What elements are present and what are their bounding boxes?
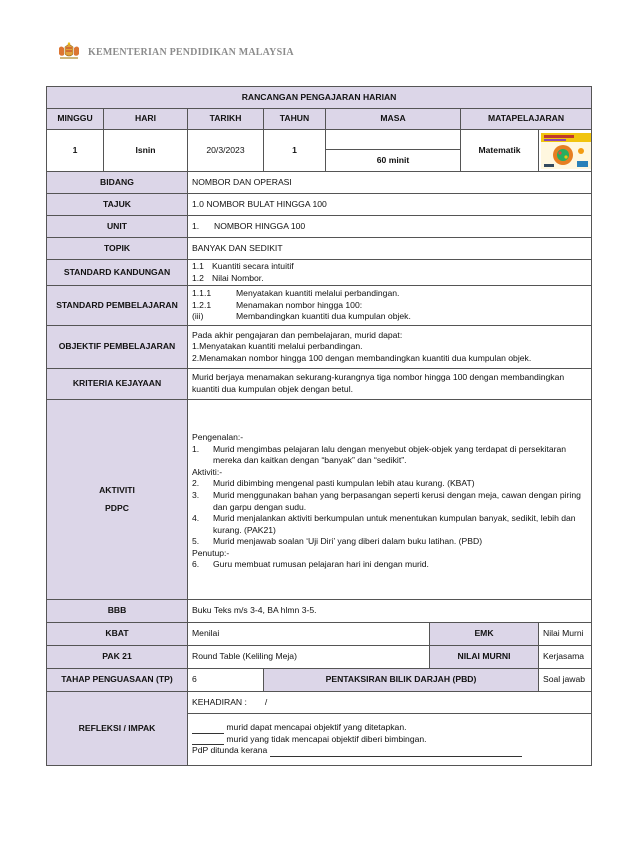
- tp-value: 6: [188, 669, 264, 692]
- matapelajaran-value: Matematik: [461, 130, 539, 172]
- unit-number: 1.: [192, 220, 200, 231]
- tarikh-value: 20/3/2023: [188, 130, 264, 172]
- sp-item-number: 1.1.1: [192, 288, 212, 299]
- col-hari: HARI: [104, 109, 188, 130]
- kehadiran-label: KEHADIRAN :: [192, 696, 247, 707]
- textbook-cover: [539, 130, 592, 172]
- pbd-label: PENTAKSIRAN BILIK DARJAH (PBD): [264, 669, 539, 692]
- aktiviti-cell: [188, 400, 592, 600]
- kbat-value: Menilai: [188, 623, 430, 646]
- nilai-murni-value: Kerjasama: [539, 646, 592, 669]
- step-number: 2.: [192, 478, 200, 489]
- tp-label: TAHAP PENGUASAAN (TP): [47, 669, 188, 692]
- coat-of-arms-icon: [56, 42, 82, 62]
- pak21-value: Round Table (Keliling Meja): [188, 646, 430, 669]
- aktiviti-label: [47, 400, 188, 600]
- masa-value: 60 minit: [326, 150, 461, 172]
- aktiviti-label-line1: AKTIVITI: [99, 484, 135, 495]
- refleksi-label: REFLEKSI / IMPAK: [47, 692, 188, 766]
- kehadiran-cell: [188, 692, 592, 714]
- col-minggu: MINGGU: [47, 109, 104, 130]
- minggu-value: 1: [47, 130, 104, 172]
- aktiviti-heading: Aktiviti:-: [192, 466, 223, 477]
- aktiviti-step: [192, 513, 587, 536]
- topik-label: TOPIK: [47, 238, 188, 260]
- plan-title: RANCANGAN PENGAJARAN HARIAN: [47, 87, 592, 109]
- aktiviti-penutup: Penutup:-: [192, 547, 230, 558]
- unit-value: NOMBOR HINGGA 100: [214, 220, 306, 231]
- nilai-murni-label: NILAI MURNI: [430, 646, 539, 669]
- col-tarikh: TARIKH: [188, 109, 264, 130]
- objektif-cell: [188, 326, 592, 369]
- col-masa: MASA: [326, 109, 461, 130]
- sk-item-text: Kuantiti secara intuitif: [212, 260, 294, 271]
- ministry-name: KEMENTERIAN PENDIDIKAN MALAYSIA: [88, 46, 294, 58]
- blank-line[interactable]: [192, 724, 224, 734]
- standard-pembelajaran-cell: [188, 286, 592, 326]
- sp-item-number: (iii): [192, 311, 204, 322]
- refleksi-line: [192, 745, 587, 757]
- sp-item: [192, 288, 587, 300]
- topik-value: BANYAK DAN SEDIKIT: [188, 238, 592, 260]
- standard-kandungan-cell: [188, 260, 592, 286]
- tajuk-label: TAJUK: [47, 194, 188, 216]
- bidang-value: NOMBOR DAN OPERASI: [188, 172, 592, 194]
- refleksi-cell: [188, 714, 592, 766]
- refleksi-line3: PdP ditunda kerana: [192, 745, 268, 756]
- objektif-label: OBJEKTIF PEMBELAJARAN: [47, 326, 188, 369]
- objektif-line: 1.Menyatakan kuantiti melalui perbandingan.: [192, 341, 363, 352]
- objektif-line: 2.Menamakan nombor hingga 100 dengan membandingkan kuantiti dua kumpulan objek.: [192, 352, 532, 363]
- masa-top: [326, 130, 461, 150]
- objektif-line: Pada akhir pengajaran dan pembelajaran, murid dapat:: [192, 329, 403, 340]
- pak21-label: PAK 21: [47, 646, 188, 669]
- aktiviti-step: [192, 444, 587, 467]
- sp-item: [192, 300, 587, 312]
- col-matapelajaran: MATAPELAJARAN: [461, 109, 592, 130]
- tajuk-value: 1.0 NOMBOR BULAT HINGGA 100: [188, 194, 592, 216]
- textbook-cover-icon: [541, 133, 591, 169]
- unit-label: UNIT: [47, 216, 188, 238]
- aktiviti-step: [192, 490, 587, 513]
- bidang-label: BIDANG: [47, 172, 188, 194]
- kehadiran-separator: /: [264, 696, 268, 707]
- refleksi-line: [192, 722, 587, 734]
- emk-value: Nilai Murni: [539, 623, 592, 646]
- sk-item-number: 1.1: [192, 260, 204, 271]
- emk-label: EMK: [430, 623, 539, 646]
- lesson-plan-table: [46, 86, 592, 766]
- sk-item: [192, 261, 587, 273]
- kriteria-value: Murid berjaya menamakan sekurang-kurangnya tiga nombor hingga 100 dengan membandingkan kuantiti dua kumpulan objek dengan betul.: [188, 369, 592, 400]
- pbd-value: Soal jawab: [539, 669, 592, 692]
- refleksi-line1: murid dapat mencapai objektif yang ditetapkan.: [226, 722, 407, 733]
- refleksi-line2: murid yang tidak mencapai objektif diberi bimbingan.: [226, 733, 427, 744]
- step-text: Murid dibimbing mengenal pasti kumpulan lebih atau kurang. (KBAT): [213, 478, 475, 489]
- step-text: Murid menjawab soalan ‘Uji Diri’ yang diberi dalam buku latihan. (PBD): [213, 536, 483, 547]
- kbat-label: KBAT: [47, 623, 188, 646]
- unit-cell: [188, 216, 592, 238]
- aktiviti-step: [192, 559, 587, 571]
- step-number: 4.: [192, 513, 200, 524]
- refleksi-line: [192, 734, 587, 746]
- sp-item-text: Menamakan nombor hingga 100:: [236, 299, 363, 310]
- sk-item-number: 1.2: [192, 272, 204, 283]
- blank-line[interactable]: [192, 735, 224, 745]
- step-text: Murid menggunakan bahan yang berpasangan seperti kerusi dengan meja, cawan dengan piring dan garpu dengan sudu.: [213, 489, 581, 512]
- sk-item-text: Nilai Nombor.: [212, 272, 264, 283]
- tahun-value: 1: [264, 130, 326, 172]
- step-text: Guru membuat rumusan pelajaran hari ini dengan murid.: [213, 559, 429, 570]
- document-header: [56, 42, 294, 62]
- step-number: 6.: [192, 559, 200, 570]
- standard-kandungan-label: STANDARD KANDUNGAN: [47, 260, 188, 286]
- aktiviti-step: [192, 536, 587, 548]
- kriteria-label: KRITERIA KEJAYAAN: [47, 369, 188, 400]
- step-number: 5.: [192, 536, 200, 547]
- step-number: 1.: [192, 443, 200, 454]
- sp-item-number: 1.2.1: [192, 299, 212, 310]
- sp-item-text: Membandingkan kuantiti dua kumpulan objek.: [236, 311, 411, 322]
- sp-item-text: Menyatakan kuantiti melalui perbandingan.: [236, 288, 400, 299]
- step-number: 3.: [192, 489, 200, 500]
- blank-line[interactable]: [270, 747, 522, 757]
- standard-pembelajaran-label: STANDARD PEMBELAJARAN: [47, 286, 188, 326]
- col-tahun: TAHUN: [264, 109, 326, 130]
- bbb-label: BBB: [47, 600, 188, 623]
- step-text: Murid mengimbas pelajaran lalu dengan menyebut objek-objek yang terdapat di persekitaran mereka dan kaitkan dengan “banyak” dan “sedikit”.: [213, 443, 567, 466]
- bbb-value: Buku Teks m/s 3-4, BA hlmn 3-5.: [188, 600, 592, 623]
- aktiviti-label-line2: PDPC: [105, 502, 129, 513]
- step-text: Murid menjalankan aktiviti berkumpulan untuk menentukan kumpulan banyak, sedikit, lebih dan kurang. (PAK21): [213, 513, 576, 535]
- hari-value: Isnin: [104, 130, 188, 172]
- sp-item: [192, 311, 587, 323]
- aktiviti-pengenalan: Pengenalan:-: [192, 431, 244, 442]
- aktiviti-step: [192, 478, 587, 490]
- sk-item: [192, 273, 587, 285]
